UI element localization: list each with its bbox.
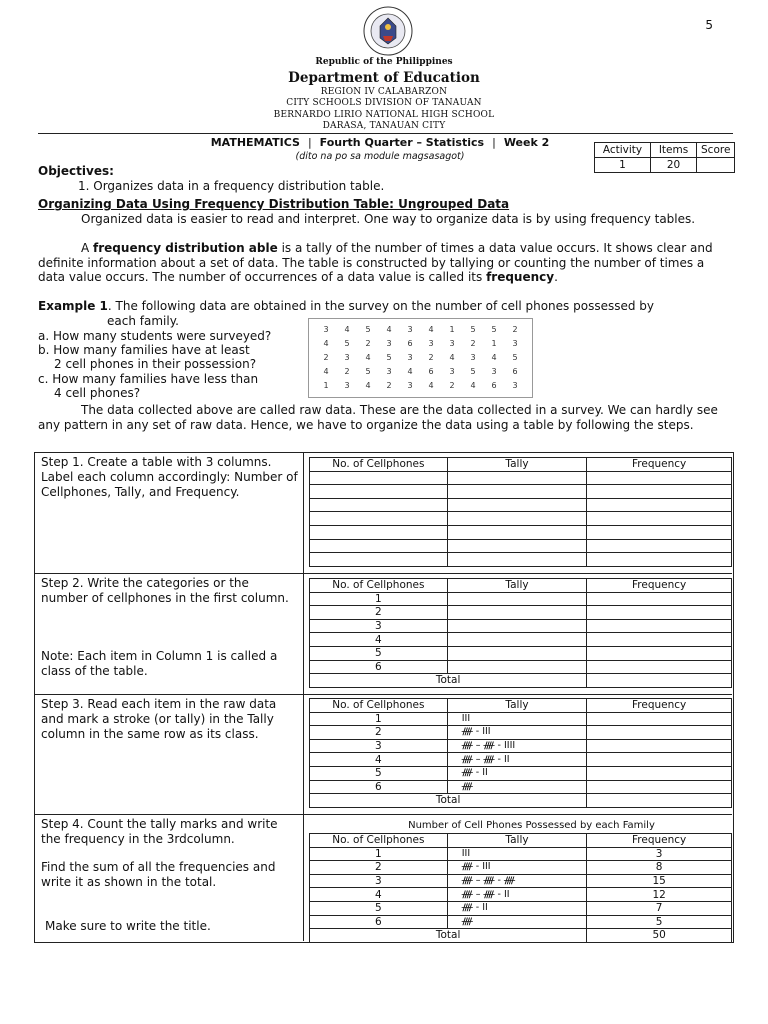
- class-cell: 2: [310, 606, 448, 620]
- section-title: Organizing Data Using Frequency Distribution Table: Ungrouped Data: [38, 197, 510, 211]
- raw-data-value: 3: [491, 367, 497, 376]
- header-rule: [38, 133, 733, 134]
- tally-cell: III: [447, 847, 587, 861]
- raw-data-value: 4: [365, 353, 371, 362]
- total-value[interactable]: [587, 794, 732, 808]
- raw-data-row: [309, 337, 532, 351]
- raw-data-value: 4: [323, 339, 329, 348]
- raw-data-value: 2: [365, 339, 371, 348]
- step-1: [35, 453, 732, 574]
- step-2-table: [309, 578, 732, 688]
- total-label: Total: [310, 794, 587, 808]
- header-region: REGION IV CALABARZON: [320, 87, 448, 97]
- raw-data-value: 3: [407, 381, 413, 390]
- total-value: 50: [587, 929, 732, 943]
- raw-data-value: 3: [407, 325, 413, 334]
- raw-data-value: 2: [512, 325, 518, 334]
- raw-data-value: 2: [386, 381, 392, 390]
- class-cell: 4: [310, 753, 448, 767]
- raw-data-value: 2: [344, 367, 350, 376]
- tally-cell: ᚎ – ᚎ - II: [447, 888, 587, 902]
- tally-cell: ᚎ - III: [447, 861, 587, 875]
- class-cell: 3: [310, 739, 448, 753]
- raw-data-value: 1: [449, 325, 455, 334]
- tally-cell[interactable]: [447, 660, 587, 674]
- tally-cell[interactable]: [447, 633, 587, 647]
- col-header-cellphones: No. of Cellphones: [310, 579, 448, 593]
- tally-cell: ᚎ - III: [447, 726, 587, 740]
- tally-cell: ᚎ – ᚎ - II: [447, 753, 587, 767]
- raw-data-value: 3: [470, 353, 476, 362]
- example-text-2: each family.: [107, 314, 179, 328]
- raw-data-value: 2: [470, 339, 476, 348]
- step-1-table: [309, 457, 732, 567]
- question-c-cont: 4 cell phones?: [54, 386, 141, 400]
- raw-data-value: 3: [428, 339, 434, 348]
- objective-item: 1. Organizes data in a frequency distribution table.: [78, 179, 385, 193]
- raw-data-value: 6: [428, 367, 434, 376]
- empty-cell[interactable]: [310, 539, 448, 553]
- frequency-cell[interactable]: [587, 592, 732, 606]
- total-label: Total: [310, 674, 587, 688]
- tally-cell[interactable]: [447, 606, 587, 620]
- total-label: Total: [310, 929, 587, 943]
- paragraph-2: [38, 241, 733, 285]
- raw-data-value: 1: [491, 339, 497, 348]
- class-cell: 5: [310, 766, 448, 780]
- raw-data-value: 3: [449, 367, 455, 376]
- raw-data-value: 4: [470, 381, 476, 390]
- frequency-cell: 5: [587, 915, 732, 929]
- class-cell: 3: [310, 619, 448, 633]
- para2-bold: frequency distribution able: [93, 241, 278, 255]
- raw-data-value: 5: [470, 367, 476, 376]
- subject-week: Week 2: [503, 136, 550, 149]
- empty-cell[interactable]: [310, 471, 448, 485]
- step-4-text-3: Make sure to write the title.: [45, 919, 211, 933]
- empty-cell[interactable]: [587, 525, 732, 539]
- paragraph-3: The data collected above are called raw data. These are the data collected in a survey. We can hardly see any pattern in any set of raw data. Hence, we have to organize the data using a table by following the steps.: [38, 403, 718, 432]
- header-school: BERNARDO LIRIO NATIONAL HIGH SCHOOL: [273, 110, 495, 120]
- col-header-frequency: Frequency: [587, 579, 732, 593]
- raw-data-value: 1: [323, 381, 329, 390]
- raw-data-row: [309, 351, 532, 365]
- empty-cell[interactable]: [587, 485, 732, 499]
- tally-cell: ᚎ: [447, 780, 587, 794]
- empty-cell[interactable]: [447, 525, 587, 539]
- class-cell: 2: [310, 726, 448, 740]
- frequency-cell[interactable]: [587, 619, 732, 633]
- class-cell: 6: [310, 660, 448, 674]
- steps-box: [34, 452, 734, 943]
- empty-cell[interactable]: [310, 512, 448, 526]
- frequency-cell: 12: [587, 888, 732, 902]
- step-2-note: Note: Each item in Column 1 is called a class of the table.: [41, 649, 278, 678]
- objectives-label: Objectives:: [38, 164, 114, 178]
- raw-data-value: 4: [428, 381, 434, 390]
- frequency-cell: 7: [587, 901, 732, 915]
- header-department: Department of Education: [288, 70, 480, 86]
- example-1: [38, 299, 733, 314]
- raw-data-value: 5: [365, 325, 371, 334]
- raw-data-value: 4: [365, 381, 371, 390]
- total-value[interactable]: [587, 674, 732, 688]
- example-text: . The following data are obtained in the survey on the number of cell phones possessed by: [107, 299, 654, 313]
- step-1-text: Step 1. Create a table with 3 columns. Label each column accordingly: Number of Cellphones, Tally, and Frequency.: [41, 455, 298, 499]
- raw-data-value: 5: [365, 367, 371, 376]
- step-2: [35, 574, 732, 695]
- class-cell: 5: [310, 646, 448, 660]
- raw-data-row: [309, 365, 532, 379]
- header-republic: Republic of the Philippines: [315, 57, 453, 67]
- empty-cell[interactable]: [447, 471, 587, 485]
- frequency-cell: 8: [587, 861, 732, 875]
- score-header-activity: Activity: [595, 143, 651, 158]
- tally-cell: ᚎ: [447, 915, 587, 929]
- class-cell: 1: [310, 712, 448, 726]
- raw-data-value: 4: [323, 367, 329, 376]
- question-b: b. How many families have at least: [38, 343, 250, 357]
- col-header-tally: Tally: [447, 458, 587, 472]
- step-2-text: Step 2. Write the categories or the number of cellphones in the first column.: [41, 576, 289, 605]
- class-cell: 1: [310, 847, 448, 861]
- raw-data-value: 3: [449, 339, 455, 348]
- frequency-cell[interactable]: [587, 712, 732, 726]
- tally-cell: III: [447, 712, 587, 726]
- raw-data-row: [309, 379, 532, 393]
- class-cell: 4: [310, 633, 448, 647]
- frequency-cell: 15: [587, 874, 732, 888]
- para2-bold2: frequency: [486, 270, 555, 285]
- col-header-tally: Tally: [447, 579, 587, 593]
- score-header-score: Score: [697, 143, 735, 158]
- raw-data-value: 3: [344, 381, 350, 390]
- step-4-text-2: Find the sum of all the frequencies and write it as shown in the total.: [41, 860, 276, 889]
- empty-cell[interactable]: [447, 512, 587, 526]
- class-cell: 3: [310, 874, 448, 888]
- tally-cell[interactable]: [447, 646, 587, 660]
- class-cell: 6: [310, 780, 448, 794]
- frequency-cell: 3: [587, 847, 732, 861]
- paragraph-1: Organized data is easier to read and interpret. One way to organize data is by using frequency tables.: [81, 212, 696, 226]
- score-activity-value: 1: [595, 158, 651, 173]
- subject-name: MATHEMATICS: [210, 136, 300, 149]
- raw-data-value: 6: [512, 367, 518, 376]
- class-cell: 1: [310, 592, 448, 606]
- tally-cell: ᚎ - II: [447, 766, 587, 780]
- step-4-table: [309, 833, 732, 943]
- empty-cell[interactable]: [310, 498, 448, 512]
- deped-seal-icon: [363, 6, 413, 56]
- raw-data-value: 3: [512, 339, 518, 348]
- question-b-cont: 2 cell phones in their possession?: [54, 357, 257, 371]
- question-c: c. How many families have less than: [38, 372, 259, 386]
- tally-cell: ᚎ – ᚎ - ᚎ: [447, 874, 587, 888]
- question-a: a. How many students were surveyed?: [38, 329, 272, 343]
- para2-end: .: [554, 270, 558, 285]
- raw-data-row: [309, 323, 532, 337]
- raw-data-value: 4: [449, 353, 455, 362]
- raw-data-value: 4: [491, 353, 497, 362]
- class-cell: 2: [310, 861, 448, 875]
- raw-data-value: 3: [386, 339, 392, 348]
- subject-line: MATHEMATICS | Fourth Quarter – Statistics | Week 2: [210, 136, 550, 149]
- step-3-text: Step 3. Read each item in the raw data and mark a stroke (or tally) in the Tally column in the same row as its class.: [41, 697, 277, 741]
- col-header-cellphones: No. of Cellphones: [310, 458, 448, 472]
- frequency-table-title: Number of Cell Phones Possessed by each Family: [408, 820, 655, 831]
- step-3-table: [309, 698, 732, 808]
- para2-a: A: [81, 241, 94, 255]
- step-4-text: Step 4. Count the tally marks and write the frequency in the 3rdcolumn.: [41, 817, 278, 846]
- empty-cell[interactable]: [587, 512, 732, 526]
- class-cell: 6: [310, 915, 448, 929]
- frequency-cell[interactable]: [587, 739, 732, 753]
- empty-cell[interactable]: [587, 498, 732, 512]
- raw-data-value: 2: [323, 353, 329, 362]
- header-address: DARASA, TANAUAN CITY: [322, 121, 446, 131]
- col-header-frequency: Frequency: [587, 458, 732, 472]
- empty-cell[interactable]: [447, 498, 587, 512]
- example-label: Example 1: [38, 299, 108, 313]
- raw-data-value: 3: [386, 367, 392, 376]
- raw-data-value: 3: [407, 353, 413, 362]
- empty-cell[interactable]: [587, 539, 732, 553]
- page-number: 5: [705, 18, 713, 32]
- step-4: [35, 815, 732, 941]
- raw-data-value: 4: [386, 325, 392, 334]
- frequency-cell[interactable]: [587, 606, 732, 620]
- raw-data-value: 3: [344, 353, 350, 362]
- subject-note: (dito na po sa module magsasagot): [295, 151, 465, 162]
- raw-data-value: 5: [470, 325, 476, 334]
- class-cell: 5: [310, 901, 448, 915]
- step-3: [35, 695, 732, 815]
- score-items-value: 20: [651, 158, 697, 173]
- score-header-items: Items: [651, 143, 697, 158]
- raw-data-value: 4: [344, 325, 350, 334]
- raw-data-value: 3: [512, 381, 518, 390]
- raw-data-value: 6: [407, 339, 413, 348]
- class-cell: 4: [310, 888, 448, 902]
- raw-data-value: 4: [428, 325, 434, 334]
- raw-data-value: 5: [491, 325, 497, 334]
- para2-b: is a tally of the number of times a data value occurs. It shows clear and definite information about a set of data. The table is constructed by tallying or counting the number of times a data value occurs. The number of occurrences of a data value is called its: [38, 241, 713, 285]
- empty-cell[interactable]: [310, 553, 448, 567]
- tally-cell[interactable]: [447, 592, 587, 606]
- raw-data-value: 5: [386, 353, 392, 362]
- raw-data-value: 6: [491, 381, 497, 390]
- frequency-cell[interactable]: [587, 646, 732, 660]
- raw-data-value: 2: [449, 381, 455, 390]
- empty-cell[interactable]: [310, 525, 448, 539]
- empty-cell[interactable]: [447, 553, 587, 567]
- tally-cell[interactable]: [447, 619, 587, 633]
- col-header-cellphones: No. of Cellphones: [310, 834, 448, 848]
- raw-data-value: 4: [407, 367, 413, 376]
- raw-data-value: 2: [428, 353, 434, 362]
- col-header-frequency: Frequency: [587, 699, 732, 713]
- empty-cell[interactable]: [447, 539, 587, 553]
- empty-cell[interactable]: [587, 471, 732, 485]
- header-division: CITY SCHOOLS DIVISION OF TANAUAN: [286, 98, 482, 108]
- subject-quarter: Fourth Quarter – Statistics: [319, 136, 485, 149]
- col-header-frequency: Frequency: [587, 834, 732, 848]
- empty-cell[interactable]: [587, 553, 732, 567]
- raw-data-value: 5: [512, 353, 518, 362]
- frequency-cell[interactable]: [587, 780, 732, 794]
- col-header-tally: Tally: [447, 834, 587, 848]
- frequency-cell[interactable]: [587, 753, 732, 767]
- frequency-cell[interactable]: [587, 660, 732, 674]
- col-header-cellphones: No. of Cellphones: [310, 699, 448, 713]
- frequency-cell[interactable]: [587, 726, 732, 740]
- raw-data-box: [308, 318, 533, 398]
- raw-data-value: 5: [344, 339, 350, 348]
- raw-data-value: 3: [323, 325, 329, 334]
- empty-cell[interactable]: [447, 485, 587, 499]
- frequency-cell[interactable]: [587, 633, 732, 647]
- tally-cell: ᚎ – ᚎ - IIII: [447, 739, 587, 753]
- empty-cell[interactable]: [310, 485, 448, 499]
- tally-cell: ᚎ - II: [447, 901, 587, 915]
- frequency-cell[interactable]: [587, 766, 732, 780]
- col-header-tally: Tally: [447, 699, 587, 713]
